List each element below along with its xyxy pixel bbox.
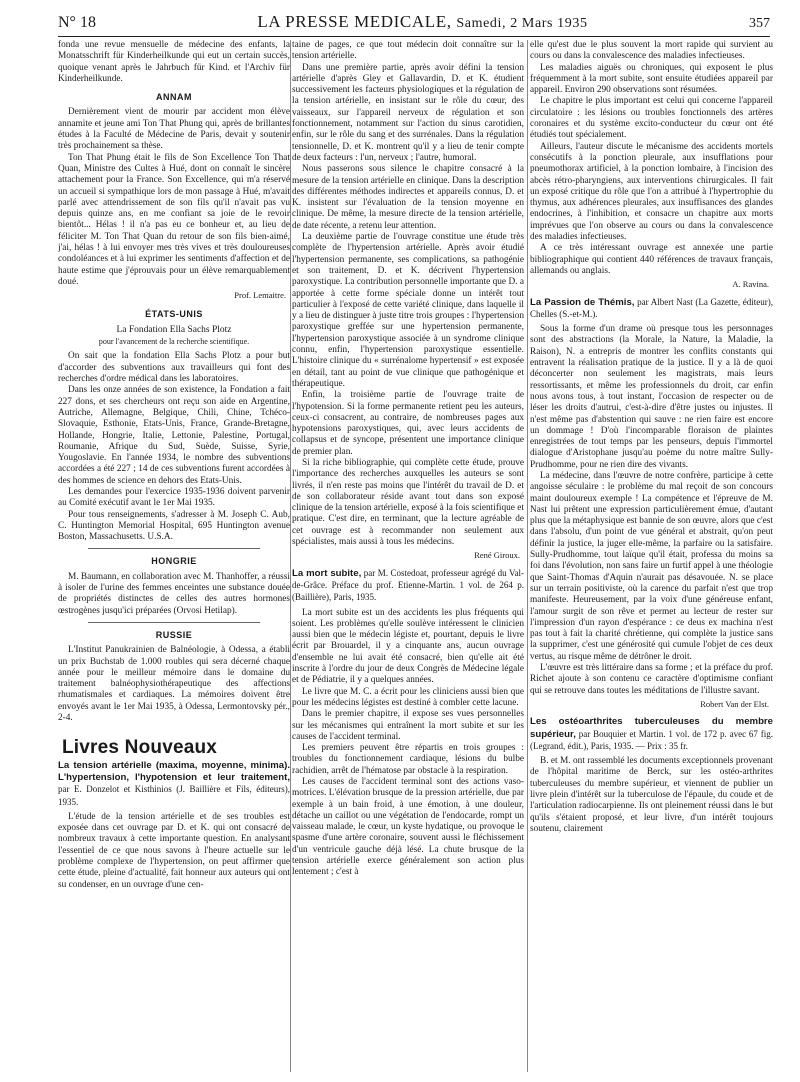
paragraph: Les maladies aiguës ou chroniques, qui exposent le plus fréquemment à la mort subite, sont ensuite étudiées appareil par appareil. Environ 290 observations sont résumées.: [530, 62, 773, 96]
divider: [88, 548, 260, 549]
paragraph: Dans les onze années de son existence, la Fondation a fait 227 dons, et ses chercheurs ont reçu son aide en Argentine, Autriche, Allemagne, Belgique, Chili, Chine, Tchéco-Slovaquie, Esthonie, Etats-Unis, France, Grande-Bretagne, Hollande, Hongrie, Italie, Lettonie, Palestine, Portugal, Roumanie, Afrique du Sud, Suède, Suisse, Syrie, Yougoslavie. En l'année 1934, le nombre des subventions accordées a été 227 ; 14 de ces subventions furent accordées à des hommes de science en dehors des Etats-Unis.: [58, 385, 290, 486]
paragraph: Le chapitre le plus important est celui qui concerne l'appareil circulatoire : les lésions ou troubles fonctionnels des artères coronaires et du système excito-conducteur du cœur ont été étudiés tout spécialement.: [530, 96, 773, 141]
paragraph: M. Baumann, en collaboration avec M. Thanhoffer, a réussi à isoler de l'urine des femmes enceintes une substance douée de propriétés distinctes de celles des autres hormones œstrogènes jusqu'ici préparées (Orvosi Hetilap).: [58, 571, 290, 616]
column-3: [530, 40, 773, 1072]
section-heading-russie: RUSSIE: [155, 629, 193, 640]
section-title-livres-nouveaux: Livres Nouveaux: [62, 737, 218, 759]
column-divider: [290, 40, 291, 1072]
column-divider: [527, 40, 528, 1072]
book-title: La Passion de Thémis,: [530, 296, 635, 308]
paragraph: La deuxième partie de l'ouvrage constitue une étude très complète de l'hypertension artérielle. Après avoir étudié l'hypertension permanente, ses complications, sa pathogénie et son traitement, D. et K. décrivent l'hypertension paroxystique. La contribution personnelle importante que D. a apportée à cette forme spéciale donne un intérêt tout particulier à l'exposé de cette variété clinique, dans laquelle il y a lieu de distinguer à juste titre trois groupes : l'hypertension paroxystique greffée sur une hypertension permanente, l'hypertension paroxystique associée à un syndrome clinique connu, enfin, l'hypertension paroxystique essentielle. L'histoire clinique du « surrénalome hypertensif » est exposée en détail, tant au point de vue clinique que pathogénique et thérapeutique.: [292, 232, 524, 389]
subheading-caption: pour l'avancement de la recherche scientifique.: [98, 337, 250, 347]
paragraph: La médecine, dans l'œuvre de notre confrère, participe à cette angoisse séculaire : le problème du mal reçoit de son concours maint douloureux exemple ! La compétence et l'épreuve de M. Nast lui prêtent une expression particulièrement émue, d'autant plus que la métaphysique est bannie de son œuvre, alors que c'est dans l'absolu, d'un point de vue général et abstrait, qu'on peut définir la justice, la juger elle-même, la parfaire ou la satisfaire. Sully-Prudhomme, tout laïque qu'il était, professa du moins sa foi dans l'évolution, non sans faire un furtif appel à une théologie que Saint-Thomas d'Aquin n'aurait pas désavouée. N. se place sur un terrain positiviste, où la carence du parfait n'est que trop manifeste. Heureusement, par la voix d'une généreuse enfant, l'amour surgit de son rêve et permet au lecteur de rester sur l'impression d'un rayon d'espérance : ce deus ex machina n'est pas tout à fait la charité chrétienne, qui complète la justice sans la supprimer, c'est une générosité qui cumule l'objet de ces deux vertus, au risque même de détrôner le droit.: [530, 470, 773, 662]
paragraph: B. et M. ont rassemblé les documents exceptionnels provenant de l'hôpital maritime de Berck, sur les ostéo-arthrites tuberculeuses du membre supérieur, et viennent de publier un livre plein d'intérêt sur la tuberculose de l'épaule, du coude et de l'articulation radiocarpienne. Ils ont pleinement réussi dans le but qu'ils s'étaient proposé, et leur livre, d'un intérêt toujours soutenu, clairement: [530, 756, 773, 834]
paragraph: La mort subite est un des accidents les plus fréquents qui soient. Les problèmes qu'elle soulève intéressent le clinicien aussi bien que le médecin légiste et, pourtant, depuis le livre écrit par Brouardel, il y a cinquante ans, aucun ouvrage d'ensemble ne lui avait été consacré, bien qu'elle ait été inscrite à l'ordre du jour de deux Congrès de Médecine légale et de Pédiatrie, il y a quelques années.: [292, 607, 524, 686]
paragraph: taine de pages, ce que tout médecin doit connaître sur la tension artérielle.: [292, 40, 524, 62]
issue-date: Samedi, 2 Mars 1935: [456, 16, 588, 31]
issue-number: N° 18: [58, 14, 96, 31]
paragraph: Ailleurs, l'auteur discute le mécanisme des accidents mortels consécutifs à la ponction pleurale, aux insufflations pour pneumothorax artificiel, à la ponction lombaire, à l'incision des abcès rétro-pharyngiens, aux interventions chirurgicales. Il fait un exposé critique du rôle que l'on a attribué à l'hypertrophie du thymus, aux adhérences pleurales, aux insuffisances des glandes endocrines, à l'inhibition, et consacre un chapitre aux morts imprévues que l'on observe au cours ou dans la convalescence des maladies infectieuses.: [530, 141, 773, 243]
section-heading-etats-unis: ÉTATS-UNIS: [145, 308, 203, 319]
paragraph: L'œuvre est très littéraire dans sa forme ; et la préface du prof. Richet ajoute à son contenu ce caractère d'optimisme confiant qui se retrouve dans toutes les méditations de l'illustre savant.: [530, 663, 773, 696]
paragraph: L'étude de la tension artérielle et de ses troubles est exposée dans cet ouvrage par D. et K. qui ont consacré de nombreux travaux à cette importante question. En analysant l'essentiel de ce que nous savons à l'heure actuelle sur le problème complexe de l'hypertension, on peut affirmer que cette étude, pleine d'actualité, fait honneur aux auteurs qui ont su condenser, en un ouvrage d'une cen-: [58, 811, 290, 890]
book-meta: par Albert Nast (La Gazette, éditeur), Chelles (S.-et-M.).: [530, 296, 773, 319]
paragraph: On sait que la fondation Ella Sachs Plotz a pour but d'accorder des subventions aux travailleurs qui font des recherches d'ordre médical dans les laboratoires.: [58, 351, 290, 385]
book-meta: par E. Donzelot et Kisthinios (J. Baillière et Fils, éditeurs), 1935.: [58, 784, 290, 807]
journal-title: LA PRESSE MEDICALE, Samedi, 2 Mars 1935: [257, 12, 588, 31]
column-2: [292, 40, 524, 1072]
subheading: [58, 324, 290, 348]
column-1: [58, 40, 290, 1072]
paragraph: L'Institut Panukrainien de Balnéologie, à Odessa, a établi un prix Buchstab de 1.000 roubles qui sera décerné chaque année pour le meilleur mémoire dans le domaine du traitement balnéophysiothérapeutique des affections rhumatismales et cardiaques. La mémoires doivent être envoyés avant le 1er Mai 1935, à Odessa, Lermontovsky pér., 2-4.: [58, 645, 290, 724]
signature: Robert Van der Elst.: [700, 698, 769, 709]
section-heading-hongrie: HONGRIE: [151, 556, 197, 567]
paragraph: Si la riche bibliographie, qui complète cette étude, prouve l'importance des recherches auxquelles les auteurs se sont livrés, il n'en reste pas moins que l'intérêt du travail de D. et de son collaborateur réside avant tout dans son exposé clinique de la tension artérielle, exposé à la fois scientifique et pratique. C'est dire, en terminant, que la lecture agréable de cet ouvrage est à recommander non seulement aux spécialistes, mais aussi à tous les médecins.: [292, 457, 524, 548]
book-entry-header: [292, 568, 524, 605]
paragraph: Les premiers peuvent être répartis en trois groupes : troubles du fonctionnement cardiaque, lésions du bulbe rachidien, arrêt de l'hématose par obstacle à la respiration.: [292, 743, 524, 776]
paragraph: Pour tous renseignements, s'adresser à M. Joseph C. Aub, C. Huntington Memorial Hospital, 695 Huntington avenue Boston, Massachusetts. U.S.A.: [58, 509, 290, 543]
paragraph: fonda une revue mensuelle de médecine des enfants, la Monatsschrift für Kinderheilkunde qui eut un certain succès, quoique venant après le Jahrbuch für Kind. et l'Archiv für Kinderheilkunde.: [58, 40, 290, 84]
book-title: La mort subite,: [292, 567, 362, 579]
book-entry-header: [530, 297, 773, 322]
paragraph: elle qu'est due le plus souvent la mort rapide qui survient au cours ou dans la convalescence des maladies infectieuses.: [530, 40, 773, 62]
signature: Prof. Lemaitre.: [234, 290, 286, 301]
book-title: Les ostéoarthrites tuberculeuses du membre supérieur,: [530, 716, 773, 740]
paragraph: Le livre que M. C. a écrit pour les cliniciens aussi bien que pour les médecins légistes est destiné à combler cette lacune.: [292, 686, 524, 708]
paragraph: Nous passerons sous silence le chapitre consacré à la mesure de la tension artérielle en clinique. Dans la description des différentes méthodes indirectes et appareils connus, D. et K. insistent sur l'évaluation de la tension moyenne en clinique. De même, la mesure directe de la tension artérielle, de date récente, a retenu leur attention.: [292, 164, 524, 231]
signature: A. Ravina.: [732, 279, 769, 290]
divider: [88, 622, 260, 623]
paragraph: Sous la forme d'un drame où presque tous les personnages sont des abstractions (la Morale, la Nature, la Maladie, la Raison), N. a entrepris de montrer les conflits constants qui entravent la réalisation pratique de la justice. Il y a là de quoi déconcerter non seulement les magistrats, mais leurs ressortissants, et même les professionnels du droit, car enfin nous avons tous, à tout instant, l'occasion de respecter ou de léser les droits d'autrui, c'est-à-dire d'être justes ou injustes. Il n'est même pas d'abstention qui sauve : ne rien faire est encore un dommage ! D'où l'incomparable floraison de plaintes enregistrées de tout temps par les penseurs, depuis l'immortel dialogue d'Aristophane jusqu'au poème du notre maître Sully-Prudhomme, pour ne rien dire des vivants.: [530, 324, 773, 470]
paragraph: A ce très intéressant ouvrage est annexée une partie bibliographique qui contient 440 références de travaux français, allemands ou anglais.: [530, 243, 773, 276]
book-meta: par M. Costedoat, professeur agrégé du Val-de-Grâce. Préface du prof. Etienne-Martin. 1 vol. de 264 p. (Baillière), Paris, 1935.: [292, 567, 524, 603]
paragraph: Enfin, la troisième partie de l'ouvrage traite de l'hypotension. Si la forme permanente retient peu les auteurs, ceux-ci consacrent, au contraire, de nombreuses pages aux hypotensions paroxystiques, qui, avec leurs accidents de collapsus et de syncope, présentent une importance clinique de premier plan.: [292, 390, 524, 457]
paragraph: Les demandes pour l'exercice 1935-1936 doivent parvenir au Comité exécutif avant le 1er Mai 1935.: [58, 486, 290, 509]
paragraph: Les causes de l'accident terminal sont des actions vaso-motrices. L'élévation brusque de la pression artérielle, due par exemple à un bain froid, à une émotion, à une douleur, détache un caillot ou une végétation de l'endocarde, rompt un vaisseau malade, le cœur, un kyste hydatique, ou provoque le spasme d'une artère coronaire, souvent aussi le fléchissement d'un ventricule gauche déjà lésé. La chute brusque de la tension artérielle exerce généralement son action plus lentement ; c'est à: [292, 777, 524, 878]
book-entry-header: [58, 760, 290, 809]
book-title: La tension artérielle (maxima, moyenne, minima). L'hypertension, l'hypotension et leur traitement,: [58, 759, 290, 783]
paragraph: Dernièrement vient de mourir par accident mon élève annamite et jeune ami Ton That Phung qui, après de brillantes études à la Faculté de Médecine de Paris, devait y soutenir très prochainement sa thèse.: [58, 107, 290, 152]
book-meta: par Bouquier et Martin. 1 vol. de 172 p. avec 67 fig. (Legrand, édit.), Paris, 1935. — Prix : 35 fr.: [530, 728, 773, 751]
paragraph: Dans le premier chapitre, il expose ses vues personnelles sur les mécanismes qui entraînent la mort subite et sur les causes de l'accident terminal.: [292, 709, 524, 742]
page-number: 357: [749, 16, 770, 31]
book-entry-header: [530, 716, 773, 753]
subheading-title: La Fondation Ella Sachs Plotz: [116, 324, 232, 335]
signature: René Giroux.: [474, 550, 520, 561]
paragraph: Dans une première partie, après avoir défini la tension artérielle d'après Gley et Gallavardin, D. et K. étudient successivement les facteurs physiologiques et la régulation de la tension artérielle, en insistant sur le rôle du cœur, des vaisseaux, sur l'appareil nerveux de régulation et son fonctionnement, notamment sur l'action du sinus carotidien, enfin, sur le rôle du sang et des surrénales. Dans la régulation tensionnelle, D. et K. montrent qu'il y a lieu de tenir compte de deux facteurs : l'un, nerveux ; l'autre, humoral.: [292, 62, 524, 163]
section-heading-annam: ANNAM: [156, 92, 192, 103]
page-header: [58, 12, 770, 37]
paragraph: Ton That Phung était le fils de Son Excellence Ton That Quan, Ministre des Cultes à Hué, dont on connaît le sincère attachement pour la France. Son Excellence, qui m'a réservé un accueil si sympathique lors de mon passage à Hué, m'avait parlé avec attendrissement de son fils qu'il n'avait pas vu depuis quinze ans, en me confiant sa joie de le revoir bientôt... Hélas ! il n'a pas eu ce bonheur et, au lieu de féliciter M. Ton That Quan du retour de son fils bien-aimé, j'ai, hélas ! à lui envoyer mes très vives et très douloureuses condoléances et à lui exprimer les sentiments d'affection et de haute estime que j'éprouvais pour un élève remarquablement doué.: [58, 152, 290, 287]
